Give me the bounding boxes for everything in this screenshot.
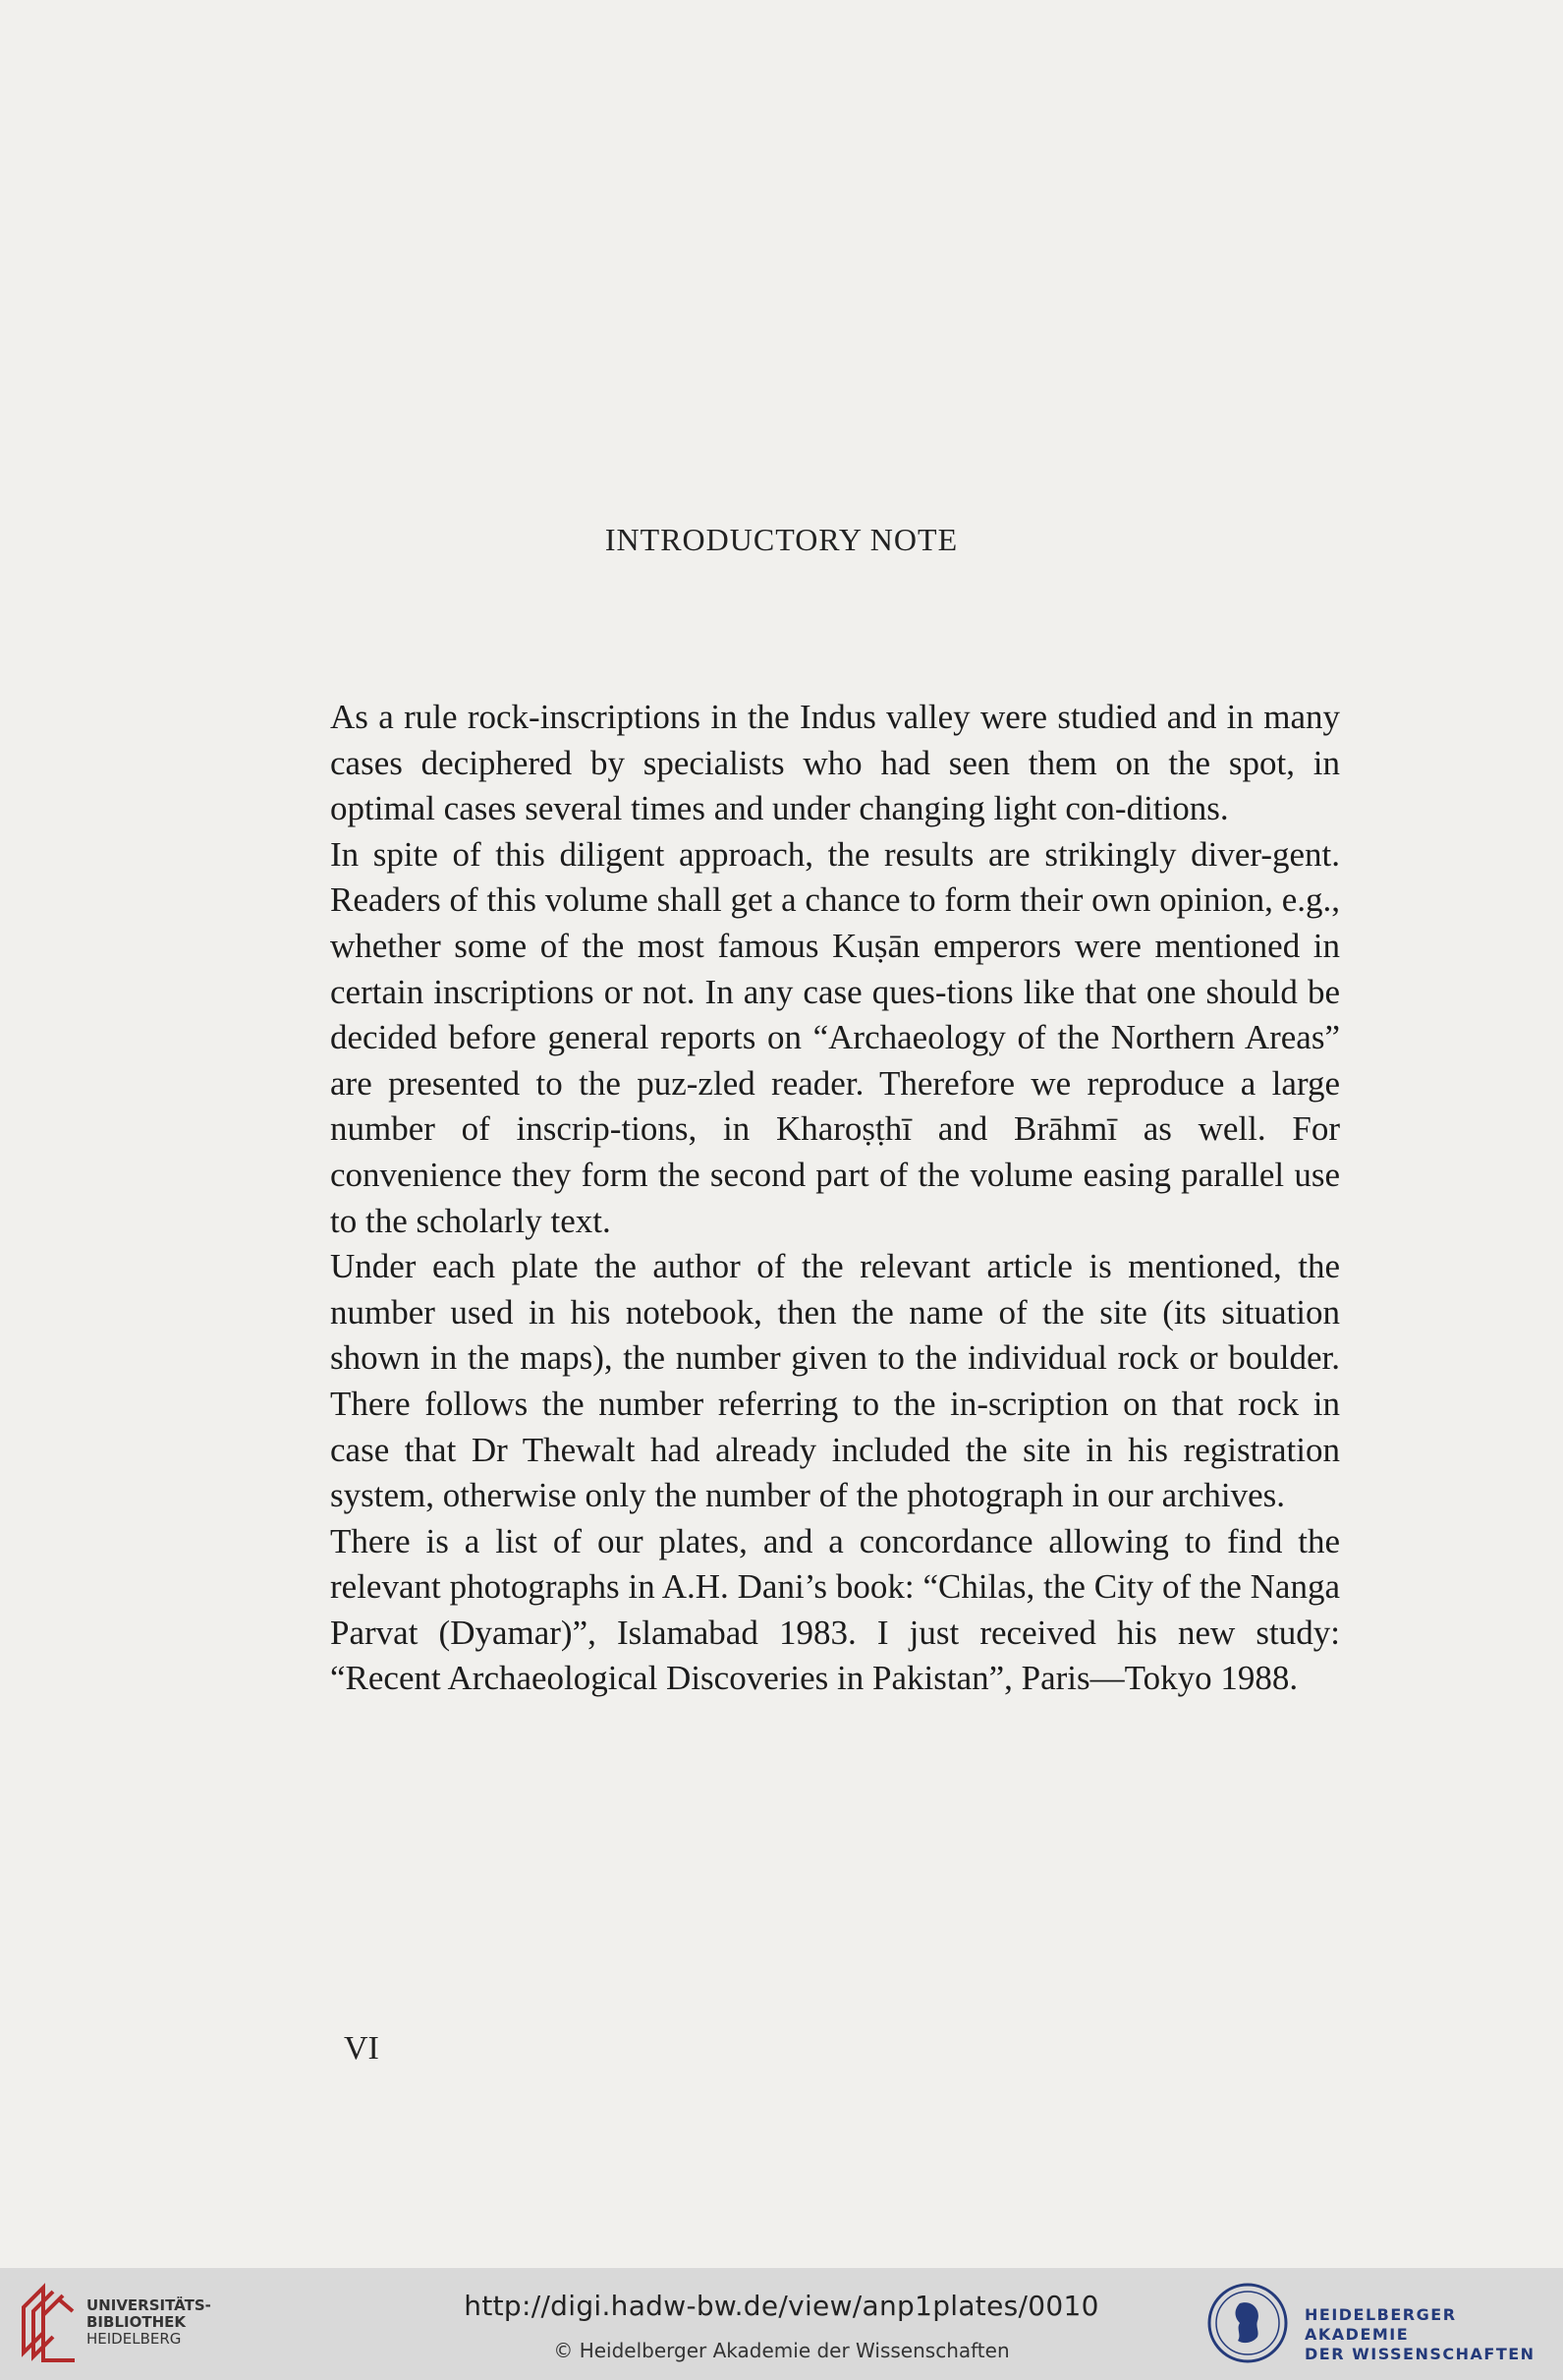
copyright-notice: © Heidelberger Akademie der Wissenschaften <box>553 2339 1010 2362</box>
library-line-2: BIBLIOTHEK <box>86 2313 186 2331</box>
page-number: VI <box>344 2030 379 2067</box>
academy-line-1: HEIDELBERGER AKADEMIE <box>1305 2305 1457 2344</box>
paragraph-4: There is a list of our plates, and a concordance allowing to find the relevant photographs in A.H. Dani’s book: “Chilas, the City of the Nanga Parvat (Dyamar)”, Islamabad 1983. I just received his new study: “Recent Archaeological Discoveries in Pakistan”, Paris—Tokyo 1988. <box>330 1521 1340 1698</box>
body-text <box>330 695 1340 1702</box>
paragraph-3: Under each plate the author of the relevant article is mentioned, the number used in his notebook, then the name of the site (its situation shown in the maps), the number given to the individual rock or boulder. There follows the number referring to the in-scription on that rock in case that Dr Thewalt had already included the site in his registration system, otherwise only the number of the photograph in our archives. <box>330 1247 1340 1515</box>
academy-name <box>1305 2305 1563 2364</box>
paragraph-2: In spite of this diligent approach, the results are strikingly diver-gent. Readers of this volume shall get a chance to form their own opinion, e.g., whether some of the most famous Kuṣān emperors were mentioned in certain inscriptions or not. In any case ques-tions like that one should be decided before general reports on “Archaeology of the Northern Areas” are presented to the puz-zled reader. Therefore we reproduce a large number of inscrip-tions, in Kharoṣṭhī and Brāhmī as well. For convenience they form the second part of the volume easing parallel use to the scholarly text. <box>330 834 1340 1240</box>
paragraph-1: As a rule rock-inscriptions in the Indus valley were studied and in many cases deciphered by specialists who had seen them on the spot, in optimal cases several times and under changing light con-ditions. <box>330 698 1340 828</box>
library-line-1: UNIVERSITÄTS- <box>86 2296 211 2314</box>
hadw-seal-icon[interactable] <box>1206 2282 1289 2364</box>
permalink-url[interactable]: http://digi.hadw-bw.de/view/anp1plates/0010 <box>464 2290 1099 2322</box>
library-line-3: HEIDELBERG <box>86 2330 182 2348</box>
page-title: INTRODUCTORY NOTE <box>604 522 959 557</box>
footer-bar <box>0 2268 1563 2380</box>
academy-line-2: DER WISSENSCHAFTEN <box>1305 2345 1535 2363</box>
